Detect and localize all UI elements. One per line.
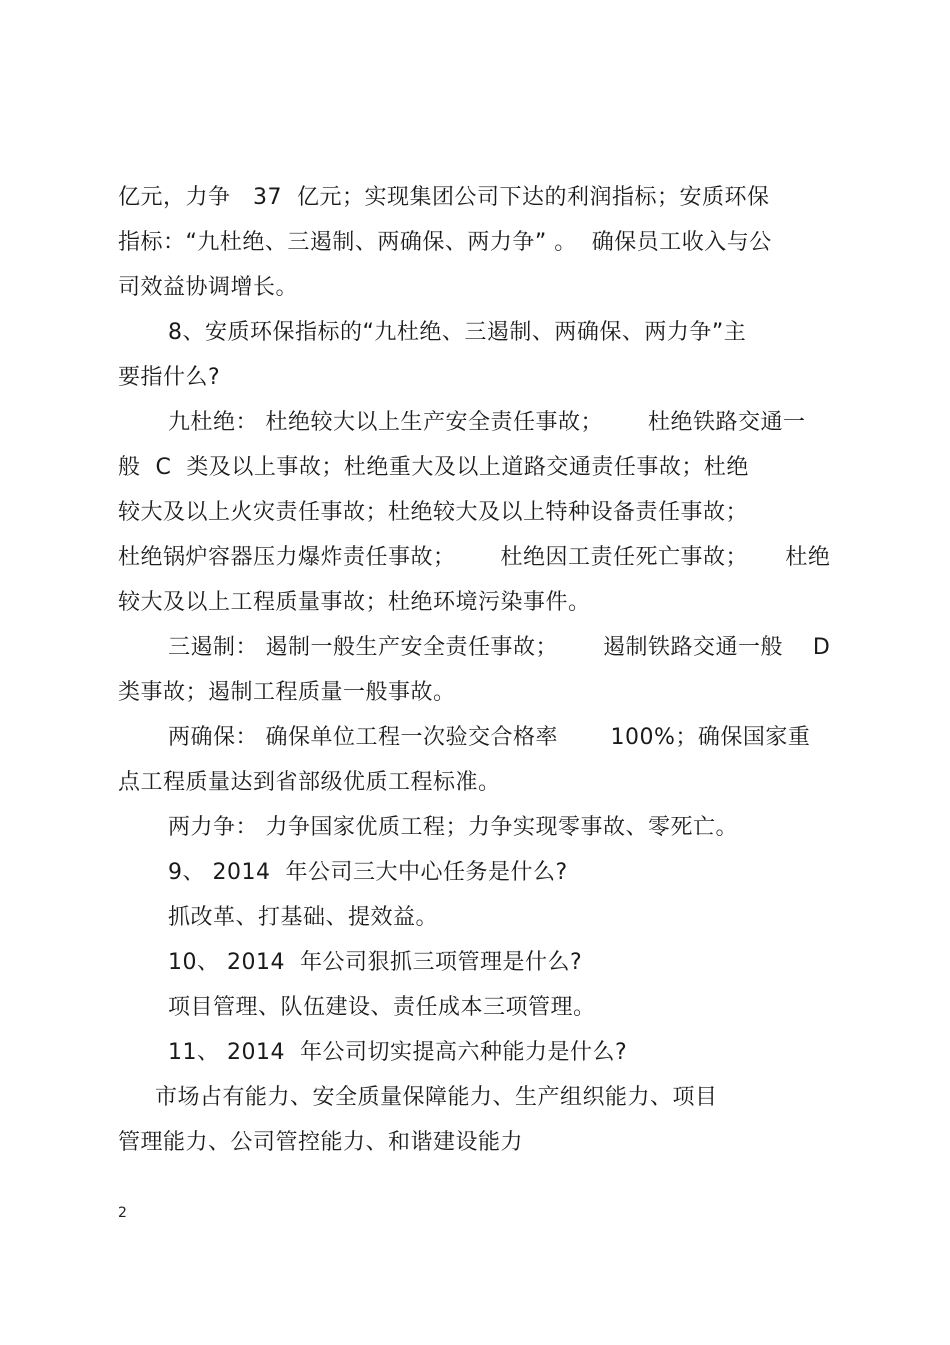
answer-9: 抓改革、打基础、提效益。 (168, 905, 439, 930)
text-line: 亿元，力争 37 亿元；实现集团公司下达的利润指标；安质环保 (118, 185, 770, 210)
question-11: 11、 2014 年公司切实提高六种能力是什么? (168, 1040, 628, 1065)
text-line: 管理能力、公司管控能力、和谐建设能力 (118, 1130, 524, 1155)
question-8: 8、安质环保指标的“九杜绝、三遏制、两确保、两力争”主 (168, 320, 747, 345)
answer-11: 市场占有能力、安全质量保障能力、生产组织能力、项目 (155, 1085, 718, 1110)
text-line: 点工程质量达到省部级优质工程标准。 (118, 770, 501, 795)
text-line: 较大及以上火灾责任事故；杜绝较大及以上特种设备责任事故； (118, 500, 749, 525)
text-line: 指标：“九杜绝、三遏制、两确保、两力争” 。 确保员工收入与公 (118, 230, 772, 255)
text-line: 九杜绝： 杜绝较大以上生产安全责任事故； 杜绝铁路交通一 (168, 410, 806, 435)
text-line: 较大及以上工程质量事故；杜绝环境污染事件。 (118, 590, 591, 615)
text-line: 两力争： 力争国家优质工程；力争实现零事故、零死亡。 (168, 815, 738, 840)
text-line: 司效益协调增长。 (118, 275, 299, 300)
page-number: 2 (118, 1205, 127, 1221)
text-line: 类事故；遏制工程质量一般事故。 (118, 680, 456, 705)
text-line: 两确保： 确保单位工程一次验交合格率 100%；确保国家重 (168, 725, 811, 750)
text-line: 杜绝锅炉容器压力爆炸责任事故； 杜绝因工责任死亡事故； 杜绝 (118, 545, 831, 570)
question-9: 9、 2014 年公司三大中心任务是什么? (168, 860, 568, 885)
answer-10: 项目管理、队伍建设、责任成本三项管理。 (168, 995, 596, 1020)
question-10: 10、 2014 年公司狠抓三项管理是什么? (168, 950, 583, 975)
text-line: 般 C 类及以上事故；杜绝重大及以上道路交通责任事故；杜绝 (118, 455, 749, 480)
text-line: 要指什么? (118, 365, 221, 390)
text-line: 三遏制： 遏制一般生产安全责任事故； 遏制铁路交通一般 D (168, 635, 831, 660)
